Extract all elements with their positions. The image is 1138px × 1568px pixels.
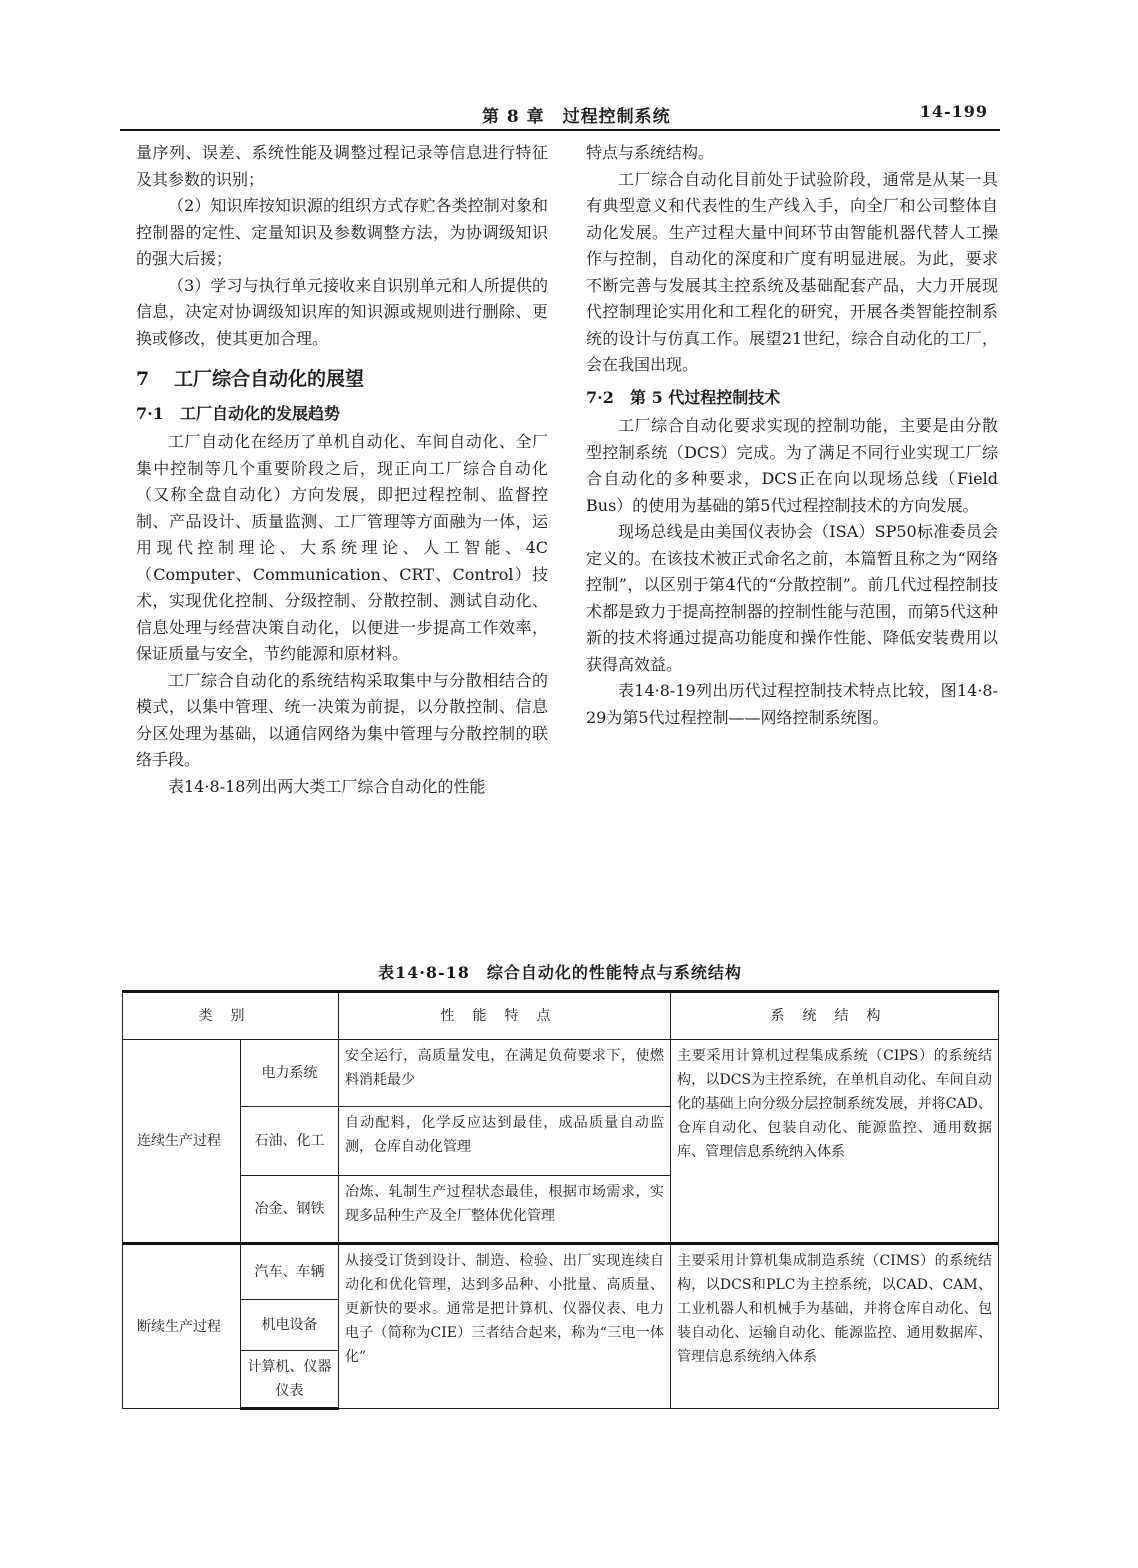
subcategory-cell: 计算机、仪器仪表 bbox=[241, 1351, 339, 1409]
subsection-number: 7·1 bbox=[136, 403, 164, 423]
paragraph: 表14·8-19列出历代过程控制技术特点比较，图14·8-29为第5代过程控制——网络控制系统图。 bbox=[586, 681, 998, 727]
left-column bbox=[136, 140, 548, 800]
list-item: （3）学习与执行单元接收来自识别单元和人所提供的信息，决定对协调级知识库的知识源或规则进行删除、更换或修改，使其更加合理。 bbox=[136, 275, 548, 348]
table-header-row bbox=[123, 992, 999, 1040]
subcategory-cell: 机电设备 bbox=[241, 1300, 339, 1351]
data-table bbox=[122, 990, 999, 1410]
subsection-heading bbox=[136, 401, 548, 428]
section-number: 7 bbox=[136, 368, 150, 390]
header-category: 类别 bbox=[123, 992, 339, 1040]
chapter-title: 第 8 章 过程控制系统 bbox=[482, 107, 671, 127]
performance-cell: 安全运行，高质量发电，在满足负荷要求下，使燃料消耗最少 bbox=[339, 1040, 671, 1107]
paragraph: 工厂综合自动化的系统结构采取集中与分散相结合的模式，以集中管理、统一决策为前提，以分散控制、信息分区处理为基础，以通信网络为集中管理与分散控制的联络手段。 bbox=[136, 670, 548, 769]
table-row bbox=[123, 1040, 999, 1107]
subsection-title: 工厂自动化的发展趋势 bbox=[180, 403, 341, 423]
subcategory-cell: 汽车、车辆 bbox=[241, 1244, 339, 1300]
category-cell: 断续生产过程 bbox=[123, 1244, 241, 1409]
header-rule bbox=[120, 129, 1000, 131]
structure-cell: 主要采用计算机集成制造系统（CIMS）的系统结构，以DCS和PLC为主控系统，以CAD、CAM、工业机器人和机械手为基础，并将仓库自动化、包装自动化、运输自动化、能源监控、通用数据库、管理信息系统纳入体系 bbox=[671, 1244, 999, 1409]
paragraph: 特点与系统结构。 bbox=[586, 143, 715, 162]
paragraph: 表14·8-18列出两大类工厂综合自动化的性能 bbox=[168, 776, 486, 796]
header-structure: 系统结构 bbox=[671, 992, 999, 1040]
subsection-heading bbox=[586, 385, 998, 412]
table-row bbox=[123, 1244, 999, 1300]
category-cell: 连续生产过程 bbox=[123, 1040, 241, 1244]
subcategory-cell: 电力系统 bbox=[241, 1040, 339, 1107]
performance-cell: 从接受订货到设计、制造、检验、出厂实现连续自动化和优化管理，达到多品种、小批量、高质量、更新快的要求。通常是把计算机、仪器仪表、电力电子（简称为CIE）三者结合起来，称为“三电一体化” bbox=[339, 1244, 671, 1409]
paragraph: 工厂综合自动化目前处于试验阶段，通常是从某一具有典型意义和代表性的生产线入手，向全厂和公司整体自动化发展。生产过程大量中间环节由智能机器代替人工操作与控制，自动化的深度和广度有明显进展。为此，要求不断完善与发展其主控系统及基础配套产品，大力开展现代控制理论实用化和工程化的研究，开展各类智能控制系统的设计与仿真工作。展望21世纪，综合自动化的工厂，会在我国出现。 bbox=[586, 169, 998, 374]
paragraph: 工厂综合自动化要求实现的控制功能，主要是由分散型控制系统（DCS）完成。为了满足不同行业实现工厂综合自动化的多种要求，DCS正在向以现场总线（Field Bus）的使用为基础的第5代过程控制技术的方向发展。 bbox=[586, 416, 998, 515]
header-performance: 性能特点 bbox=[339, 992, 671, 1040]
section-title: 工厂综合自动化的展望 bbox=[174, 368, 365, 390]
subsection-number: 7·2 bbox=[586, 387, 614, 407]
paragraph: 工厂自动化在经历了单机自动化、车间自动化、全厂集中控制等几个重要阶段之后，现正向工厂综合自动化（又称全盘自动化）方向发展，即把过程控制、监督控制、产品设计、质量监测、工厂管理等方面融为一体，运用现代控制理论、大系统理论、人工智能、4C（Computer、Communication、CRT、Control）技术，实现优化控制、分级控制、分散控制、测试自动化、信息处理与经营决策自动化，以便进一步提高工作效率，保证质量与安全，节约能源和原材料。 bbox=[136, 432, 548, 663]
section-heading bbox=[136, 366, 548, 393]
page-header bbox=[120, 100, 1000, 134]
performance-cell: 冶炼、轧制生产过程状态最佳，根据市场需求，实现多品种生产及全厂整体优化管理 bbox=[339, 1176, 671, 1244]
list-item: （2）知识库按知识源的组织方式存贮各类控制对象和控制器的定性、定量知识及参数调整方法，为协调级知识的强大后援； bbox=[136, 196, 548, 268]
performance-cell: 自动配料，化学反应达到最佳，成品质量自动监测，仓库自动化管理 bbox=[339, 1107, 671, 1176]
paragraph: 量序列、误差、系统性能及调整过程记录等信息进行特征及其参数的识别； bbox=[136, 143, 548, 189]
table-caption: 表14·8-18 综合自动化的性能特点与系统结构 bbox=[378, 963, 742, 982]
structure-cell: 主要采用计算机过程集成系统（CIPS）的系统结构，以DCS为主控系统，在单机自动化、车间自动化的基础上向分级分层控制系统发展，并将CAD、仓库自动化、包装自动化、能源监控、通用数据库、管理信息系统纳入体系 bbox=[671, 1040, 999, 1244]
subcategory-cell: 冶金、钢铁 bbox=[241, 1176, 339, 1244]
page-number: 14-199 bbox=[919, 102, 988, 121]
subcategory-cell: 石油、化工 bbox=[241, 1107, 339, 1176]
paragraph: 现场总线是由美国仪表协会（ISA）SP50标准委员会定义的。在该技术被正式命名之前，本篇暂且称之为“网络控制”，以区别于第4代的“分散控制”。前几代过程控制技术都是致力于提高控制器的控制性能与范围，而第5代这种新的技术将通过提高功能度和操作性能、降低安装费用以获得高效益。 bbox=[586, 522, 998, 674]
subsection-title: 第 5 代过程控制技术 bbox=[630, 387, 781, 407]
right-column bbox=[586, 140, 998, 731]
